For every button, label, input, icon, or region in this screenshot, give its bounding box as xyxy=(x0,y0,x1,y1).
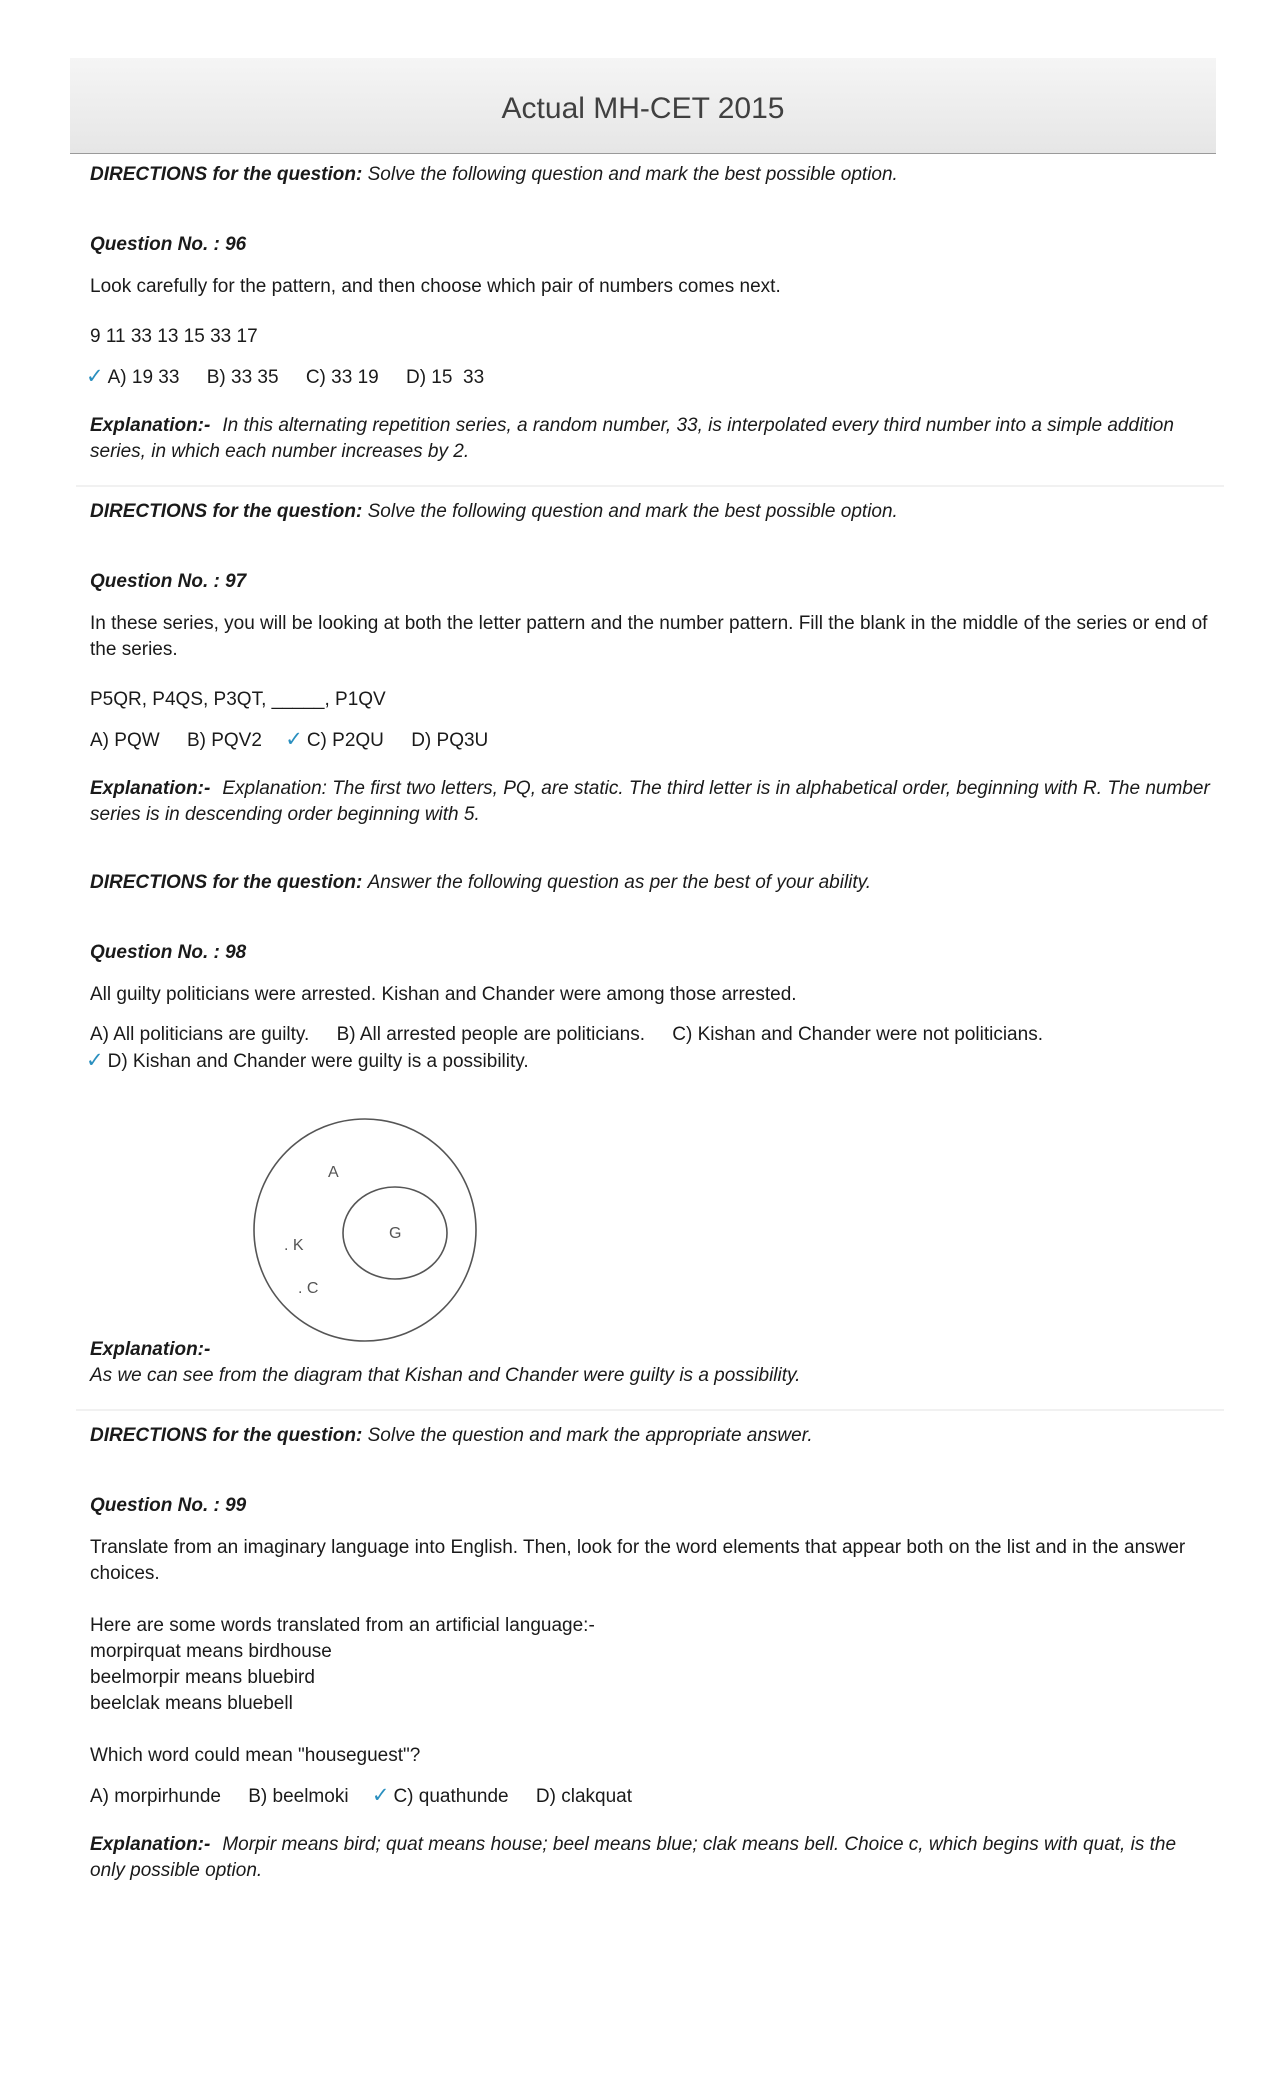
question-number: Question No. : 98 xyxy=(90,942,247,963)
question-number: Question No. : 99 xyxy=(90,1495,247,1516)
question-text: All guilty politicians were arrested. Kishan and Chander were among those arrested. xyxy=(90,984,797,1005)
option-a[interactable]: A) All politicians are guilty. xyxy=(90,1024,310,1045)
checkmark-icon: ✓ xyxy=(285,728,303,751)
venn-point-k: . K xyxy=(284,1237,304,1254)
checkmark-icon: ✓ xyxy=(86,365,104,388)
word-list-item: morpirquat means birdhouse xyxy=(90,1641,332,1662)
explanation: Explanation:- In this alternating repetition series, a random number, 33, is interpolated every third number into a simple addition series, in which each number increases by 2. xyxy=(90,415,1174,462)
option-d[interactable]: D) PQ3U xyxy=(411,730,489,751)
checkmark-icon: ✓ xyxy=(371,1784,390,1807)
options xyxy=(90,727,1210,754)
venn-diagram xyxy=(240,1115,490,1345)
divider xyxy=(76,485,1224,487)
option-d[interactable]: D) clakquat xyxy=(535,1786,632,1807)
option-c[interactable]: C) Kishan and Chander were not politicians. xyxy=(672,1024,1043,1045)
venn-point-c: . C xyxy=(298,1280,319,1297)
option-b[interactable]: B) 33 35 xyxy=(206,367,279,388)
options xyxy=(90,1783,1210,1810)
option-b[interactable]: B) All arrested people are politicians. xyxy=(336,1024,645,1045)
question-text: Look carefully for the pattern, and then choose which pair of numbers comes next. xyxy=(90,276,781,297)
question-text: Translate from an imaginary language into English. Then, look for the word elements that appear both on the list and in the answer choices. xyxy=(90,1537,1186,1584)
question-99 xyxy=(90,1423,1210,1884)
question-97 xyxy=(90,499,1210,828)
question-number: Question No. : 96 xyxy=(90,234,247,255)
option-a[interactable]: ✓ A) 19 33 xyxy=(86,365,180,388)
question-number: Question No. : 97 xyxy=(90,571,247,592)
option-a[interactable]: A) morpirhunde xyxy=(90,1786,221,1807)
page-title: Actual MH-CET 2015 xyxy=(501,92,785,125)
question-98 xyxy=(86,870,1210,1389)
word-list-intro: Here are some words translated from an artificial language:- xyxy=(90,1615,595,1636)
option-b[interactable]: B) beelmoki xyxy=(248,1786,349,1807)
option-c[interactable]: ✓ C) quathunde xyxy=(371,1784,509,1807)
explanation: Explanation:- Explanation: The first two letters, PQ, are static. The third letter is in alphabetical order, beginning with R. The number series is in descending order beginning with 5. xyxy=(90,778,1210,825)
option-b[interactable]: B) PQV2 xyxy=(186,730,262,751)
directions: DIRECTIONS for the question: Solve the following question and mark the best possible option. xyxy=(90,501,898,522)
option-c[interactable]: C) 33 19 xyxy=(305,367,379,388)
page-header xyxy=(70,58,1216,154)
checkmark-icon: ✓ xyxy=(86,1049,104,1072)
question-prompt: Which word could mean "houseguest"? xyxy=(90,1745,421,1766)
venn-outer-circle xyxy=(254,1119,476,1341)
venn-label-g: G xyxy=(389,1225,402,1242)
divider xyxy=(76,1409,1224,1411)
directions: DIRECTIONS for the question: Solve the following question and mark the best possible option. xyxy=(90,164,898,185)
directions: DIRECTIONS for the question: Solve the question and mark the appropriate answer. xyxy=(90,1425,813,1446)
word-list-item: beelmorpir means bluebird xyxy=(90,1667,315,1688)
option-d[interactable]: D) 15 33 xyxy=(405,367,485,388)
word-list xyxy=(90,1613,1210,1717)
letter-series: P5QR, P4QS, P3QT, _____, P1QV xyxy=(90,689,386,710)
option-d[interactable]: ✓ D) Kishan and Chander were guilty is a possibility. xyxy=(86,1049,529,1072)
option-a[interactable]: A) PQW xyxy=(90,730,160,751)
options xyxy=(86,1022,1210,1075)
question-96 xyxy=(86,162,1210,465)
question-list xyxy=(86,162,1210,1884)
explanation: As we can see from the diagram that Kishan and Chander were guilty is a possibility. xyxy=(90,1365,801,1386)
question-text: In these series, you will be looking at both the letter pattern and the number pattern. Fill the blank in the middle of the series or end of the series. xyxy=(90,613,1208,660)
explanation: Explanation:- Morpir means bird; quat means house; beel means blue; clak means bell. Choice c, which begins with quat, is the only possible option. xyxy=(90,1834,1177,1881)
word-list-item: beelclak means bluebell xyxy=(90,1693,293,1714)
number-series: 9 11 33 13 15 33 17 xyxy=(90,326,258,347)
options xyxy=(86,364,1210,391)
option-c[interactable]: ✓ C) P2QU xyxy=(285,728,384,751)
directions: DIRECTIONS for the question: Answer the following question as per the best of your ability. xyxy=(90,872,872,893)
venn-label-a: A xyxy=(328,1164,339,1181)
explanation-label: Explanation:- xyxy=(90,1339,211,1360)
